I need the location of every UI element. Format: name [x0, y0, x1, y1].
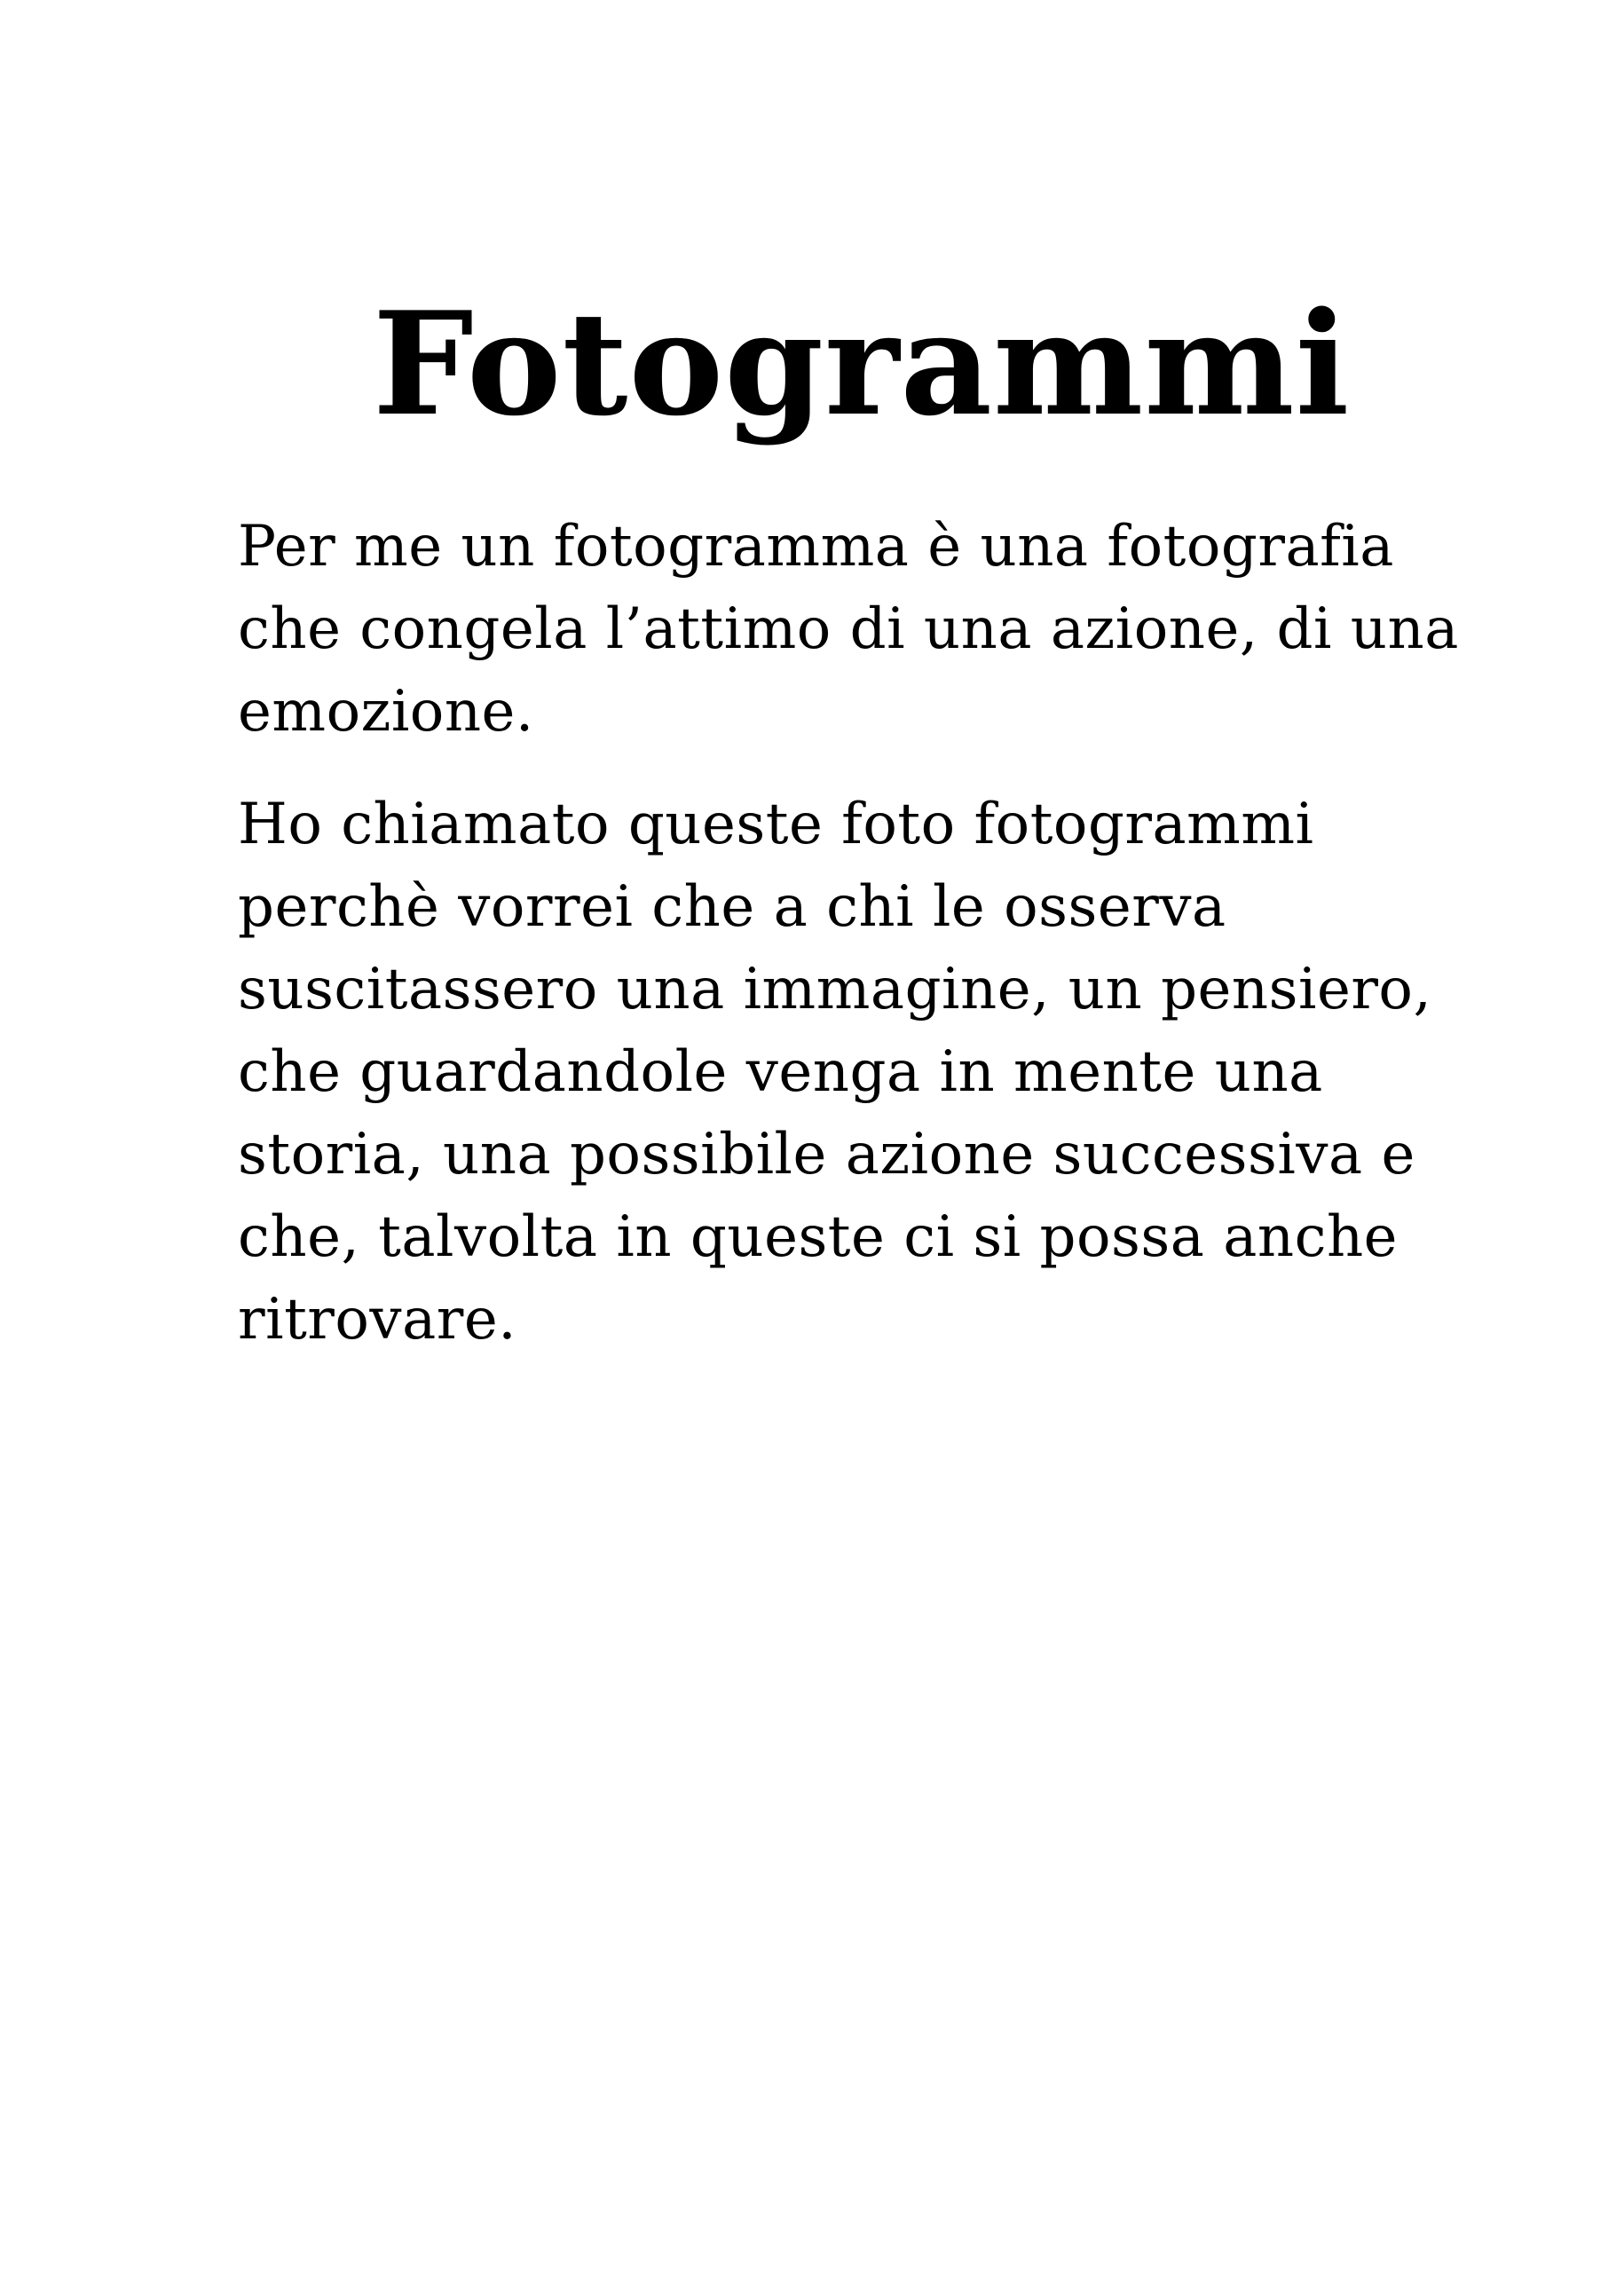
- paragraph-2: [238, 784, 1462, 1361]
- text-line: perchè vorrei che a chi le osserva: [238, 874, 1226, 940]
- text-line: che guardandole venga in mente una: [238, 1039, 1323, 1105]
- text-line: che congela l’attimo di una azione, di una: [238, 596, 1459, 662]
- text-line: che, talvolta in queste ci si possa anche: [238, 1204, 1399, 1270]
- text-line: Ho chiamato queste foto fotogrammi: [238, 792, 1314, 857]
- text-line: suscitassero una immagine, un pensiero,: [238, 957, 1432, 1022]
- text-line: Per me un fotogramma è una fotografia: [238, 514, 1394, 580]
- paragraph-1: [238, 506, 1462, 753]
- text-line: storia, una possibile azione successiva e: [238, 1122, 1415, 1187]
- page-title: Fotogrammi: [373, 280, 1351, 447]
- text-line: ritrovare.: [238, 1287, 517, 1353]
- body-text: [238, 506, 1462, 1361]
- text-line: emozione.: [238, 679, 534, 745]
